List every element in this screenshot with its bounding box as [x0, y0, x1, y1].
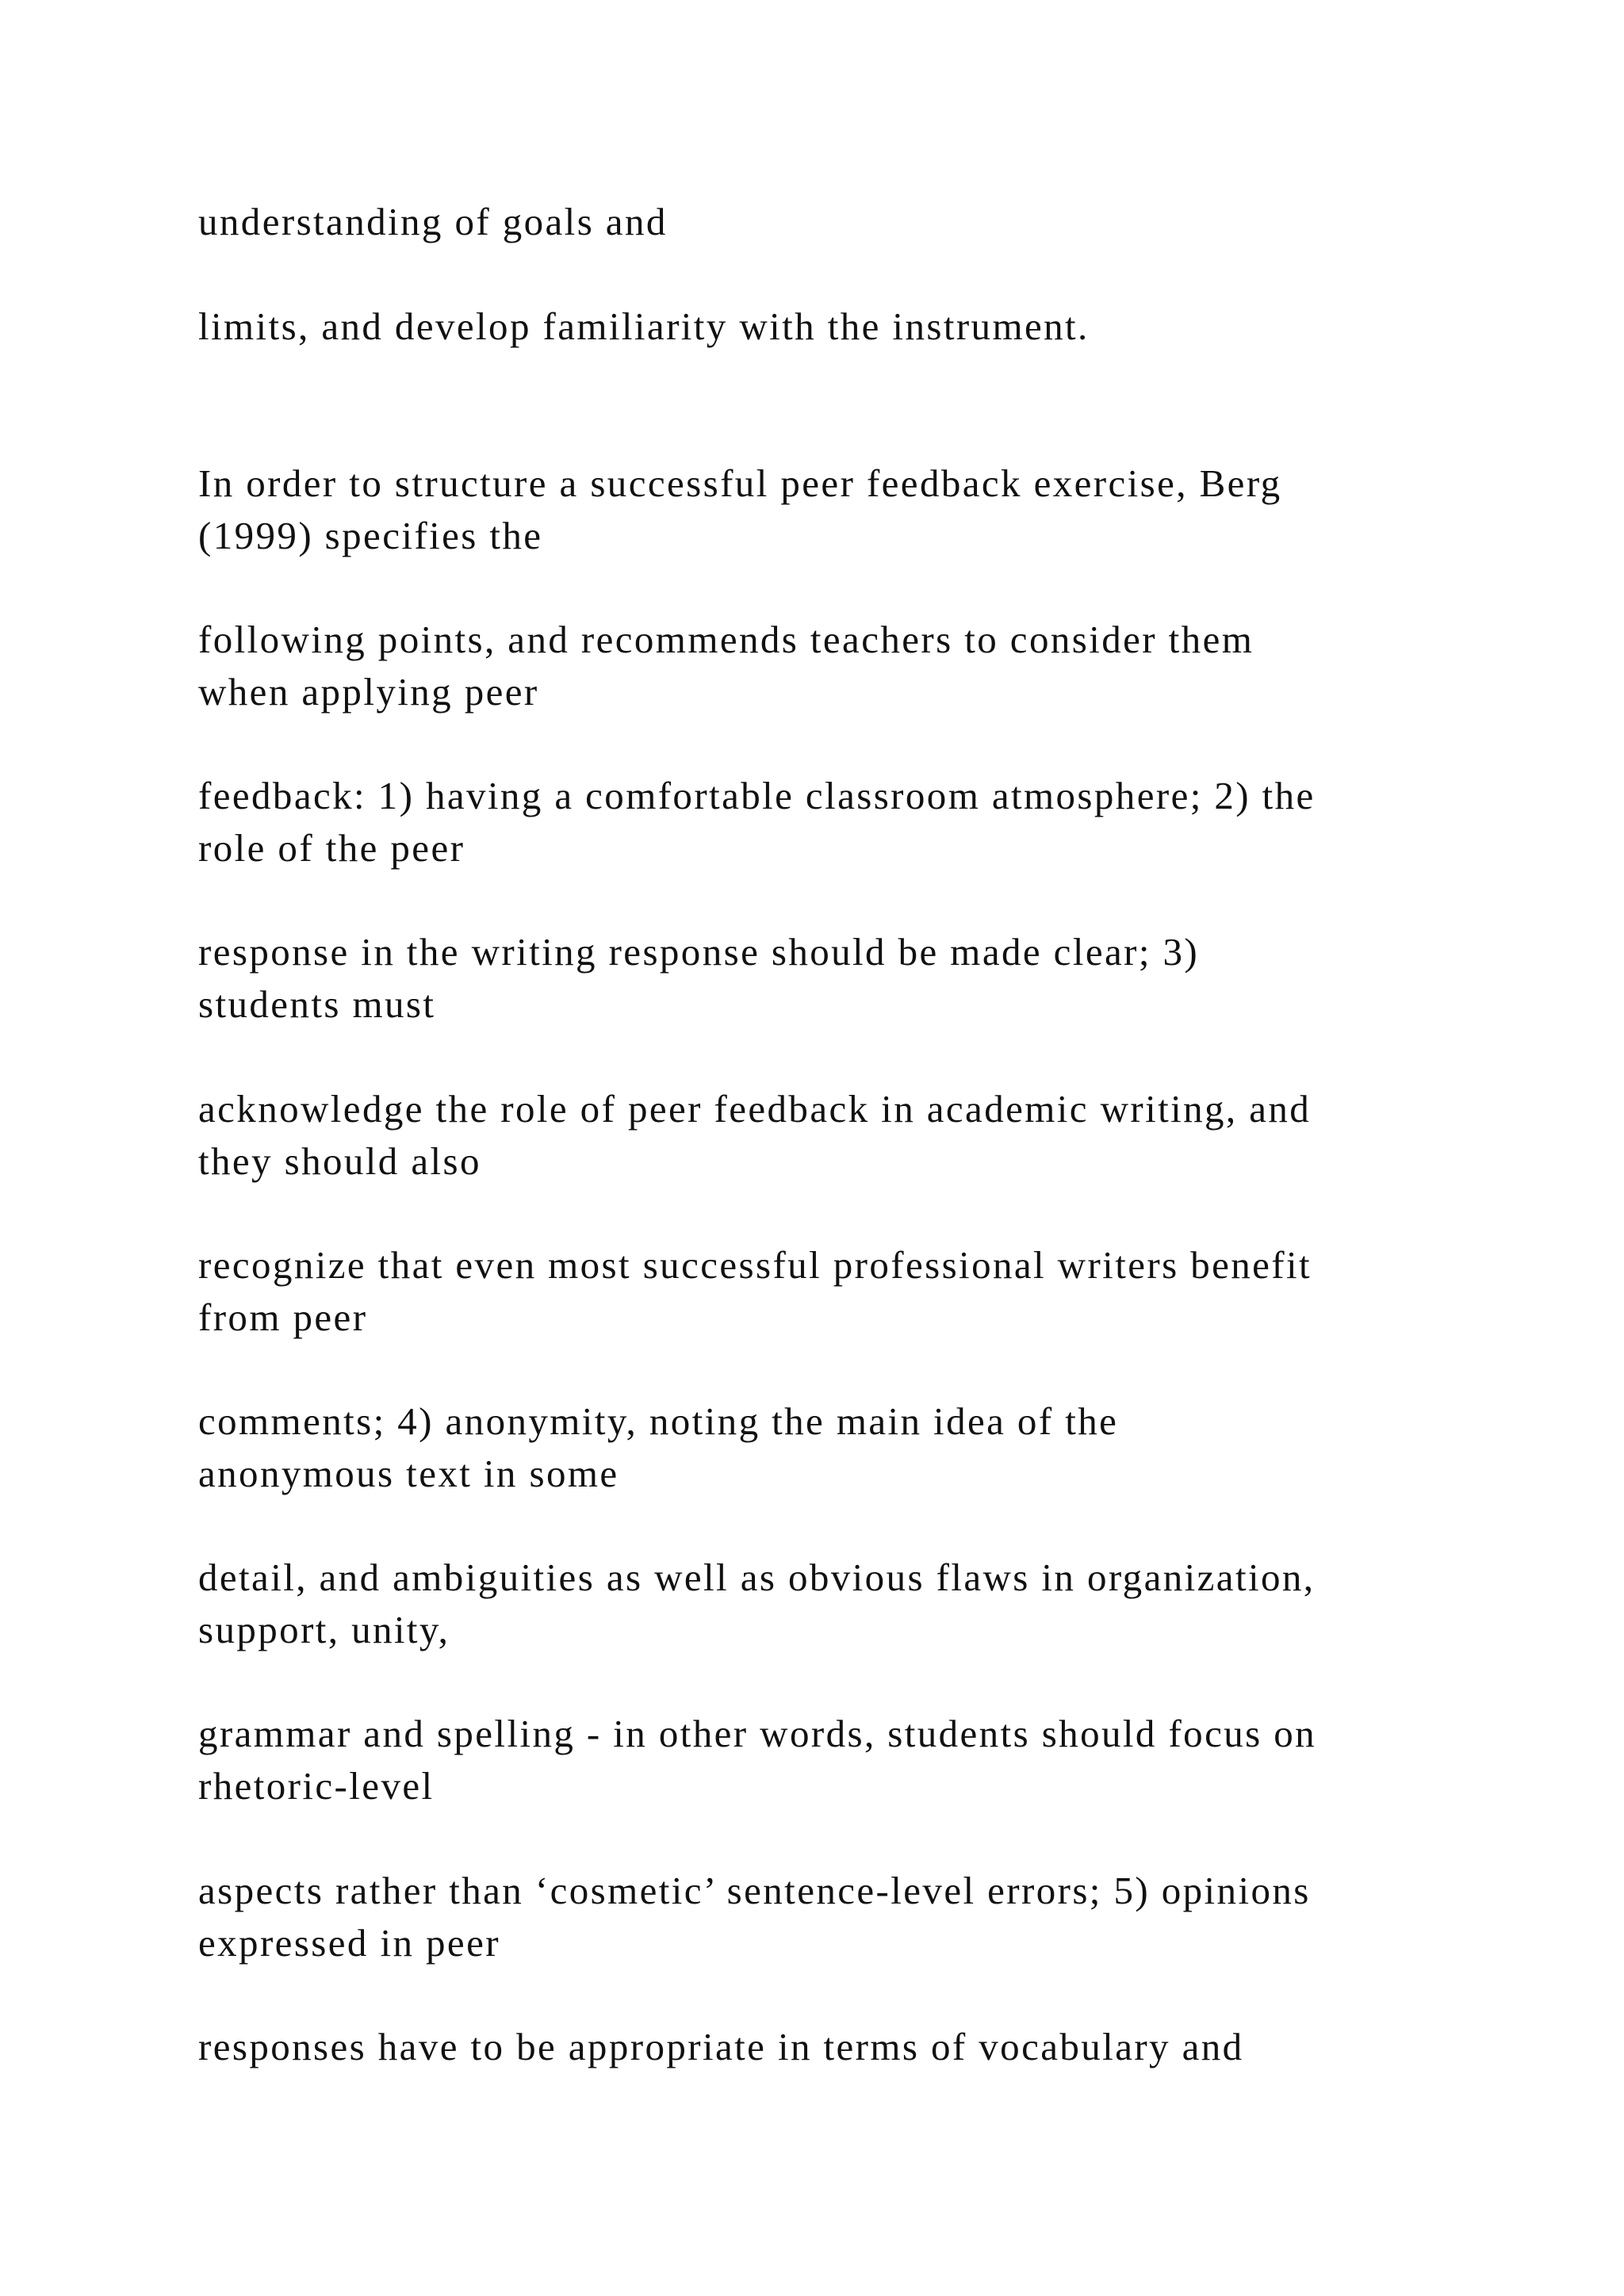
text-line: rhetoric-level: [198, 1764, 435, 1808]
paragraph-4: [198, 614, 1467, 718]
text-line: role of the peer: [198, 826, 465, 870]
text-line: they should also: [198, 1139, 481, 1183]
paragraph-1: [198, 196, 1467, 248]
text-line: acknowledge the role of peer feedback in academic writing, and: [198, 1087, 1312, 1131]
paragraph-8: [198, 1239, 1467, 1344]
text-line: from peer: [198, 1295, 368, 1339]
paragraph-13: [198, 2021, 1467, 2073]
text-line: (1999) specifies the: [198, 514, 543, 557]
text-line: responses have to be appropriate in terms of vocabulary and: [198, 2025, 1244, 2068]
paragraph-7: [198, 1083, 1467, 1188]
text-line: aspects rather than ‘cosmetic’ sentence-level errors; 5) opinions: [198, 1869, 1311, 1912]
text-line: limits, and develop familiarity with the instrument.: [198, 304, 1090, 348]
text-line: understanding of goals and: [198, 200, 668, 243]
paragraph-5: [198, 770, 1467, 874]
paragraph-10: [198, 1552, 1467, 1656]
paragraph-3: [198, 457, 1467, 562]
paragraph-6: [198, 926, 1467, 1031]
text-line: anonymous text in some: [198, 1452, 619, 1495]
text-line: expressed in peer: [198, 1921, 500, 1965]
text-line: recognize that even most successful professional writers benefit: [198, 1243, 1312, 1287]
text-line: response in the writing response should be made clear; 3): [198, 930, 1200, 974]
text-line: In order to structure a successful peer feedback exercise, Berg: [198, 461, 1282, 505]
paragraph-9: [198, 1395, 1467, 1500]
text-line: comments; 4) anonymity, noting the main idea of the: [198, 1399, 1119, 1443]
paragraph-11: [198, 1708, 1467, 1812]
text-line: grammar and spelling - in other words, students should focus on: [198, 1712, 1317, 1755]
text-line: when applying peer: [198, 670, 539, 714]
text-line: feedback: 1) having a comfortable classroom atmosphere; 2) the: [198, 774, 1316, 817]
text-line: detail, and ambiguities as well as obvious flaws in organization,: [198, 1556, 1316, 1599]
text-line: support, unity,: [198, 1608, 450, 1651]
paragraph-2: [198, 300, 1467, 353]
text-line: following points, and recommends teachers to consider them: [198, 618, 1254, 661]
text-line: students must: [198, 982, 436, 1026]
paragraph-12: [198, 1865, 1467, 1969]
